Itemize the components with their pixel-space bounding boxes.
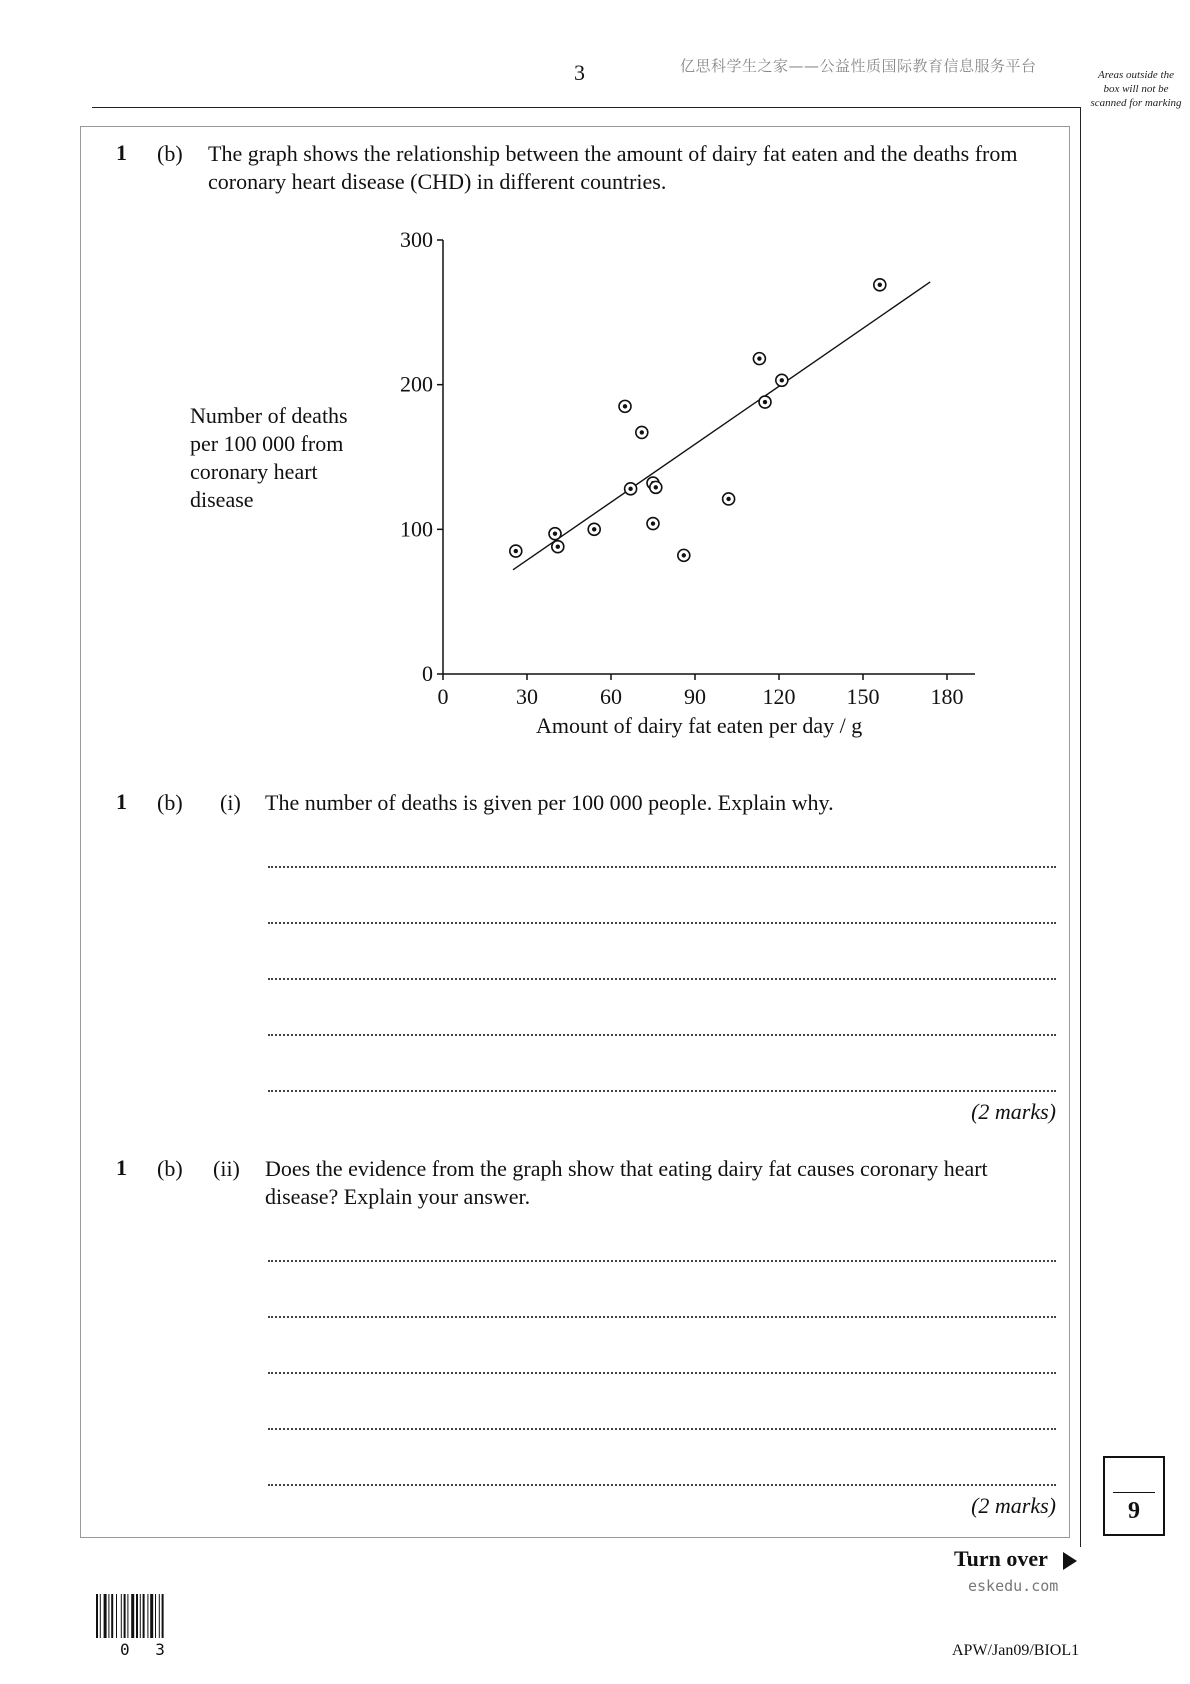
data-point [619,400,631,412]
page-number: 3 [574,60,585,85]
data-point [776,374,788,386]
site-watermark: eskedu.com [968,1577,1059,1595]
data-point-dot [514,549,518,553]
y-tick-label: 300 [400,227,433,252]
data-point [588,523,600,535]
trend-line-group [513,282,930,570]
q1b-text: The graph shows the relationship between the amount of dairy fat eaten and the deaths from coronary heart disease (CHD) in different countries. [208,141,1018,194]
data-point [759,396,771,408]
watermark-text: 亿思科学生之家——公益性质国际教育信息服务平台 [680,57,1037,75]
score-value: 9 [1128,1498,1140,1524]
margin-note: Areas outside the box will not be scanned for marking [1090,69,1182,109]
data-point-dot [726,497,730,501]
data-point [723,493,735,505]
data-point-dot [763,400,767,404]
x-tick-label: 120 [762,684,796,709]
turn-over-label: Turn over [954,1546,1048,1571]
data-point [874,279,886,291]
data-point [678,549,690,561]
y-tick-label: 100 [400,516,433,542]
q1bi-sub: (i) [220,790,241,815]
data-point [549,528,561,540]
data-point [647,518,659,530]
x-axis-label: Amount of dairy fat eaten per day / g [536,713,863,738]
answer-line-5[interactable] [268,1090,1056,1092]
answer-line-6[interactable] [268,1260,1056,1262]
barcode-number: 0 3 [120,1640,173,1659]
data-point-dot [654,485,658,489]
data-point-dot [780,378,784,382]
y-axis-label: Number of deaths per 100 000 from coronary heart disease [190,403,348,512]
answer-line-9[interactable] [268,1428,1056,1430]
score-rule [1113,1492,1155,1493]
data-point [552,541,564,553]
answer-line-2[interactable] [268,922,1056,924]
q1bii-number: 1 [116,1155,127,1180]
data-point-dot [640,430,644,434]
q1bii-part: (b) [157,1156,183,1181]
q1bii-marks: (2 marks) [971,1493,1056,1518]
answer-line-7[interactable] [268,1316,1056,1318]
turn-over-arrow-icon [1063,1552,1077,1570]
x-tick-label: 180 [930,684,964,709]
answer-line-3[interactable] [268,978,1056,980]
data-point [650,481,662,493]
data-point-dot [592,527,596,531]
chart-axes [443,240,975,674]
data-point [753,353,765,365]
barcode-icon [96,1594,188,1638]
data-point-dot [556,544,560,548]
data-point [510,545,522,557]
answer-line-10[interactable] [268,1484,1056,1486]
trend-line [513,282,930,570]
data-point-dot [623,404,627,408]
answer-line-4[interactable] [268,1034,1056,1036]
data-points [510,279,886,562]
y-tick-label: 200 [400,371,433,397]
x-tick-label: 30 [516,684,538,709]
x-tick-label: 150 [846,684,880,709]
data-point-dot [651,521,655,525]
data-point-dot [553,531,557,535]
data-point [636,426,648,438]
q1bi-text: The number of deaths is given per 100 000 people. Explain why. [265,790,834,815]
q1bi-number: 1 [116,789,127,814]
data-point-dot [757,356,761,360]
y-tick-label: 0 [422,661,433,686]
q1bi-part: (b) [157,790,183,815]
x-tick-label: 90 [684,684,706,709]
answer-line-1[interactable] [268,866,1056,868]
q1bii-text: Does the evidence from the graph show that eating dairy fat causes coronary heart disease? Explain your answer. [265,1156,988,1209]
data-point-dot [628,487,632,491]
data-point-dot [682,553,686,557]
paper-reference: APW/Jan09/BIOL1 [952,1642,1080,1659]
data-point [625,483,637,495]
q1b-part: (b) [157,141,183,166]
q1b-number: 1 [116,140,127,165]
chart-ticks [400,227,964,709]
answer-line-8[interactable] [268,1372,1056,1374]
x-tick-label: 60 [600,684,622,709]
q1bii-sub: (ii) [213,1156,240,1181]
q1bi-marks: (2 marks) [971,1099,1056,1124]
data-point-dot [878,283,882,287]
x-tick-label: 0 [437,684,449,709]
